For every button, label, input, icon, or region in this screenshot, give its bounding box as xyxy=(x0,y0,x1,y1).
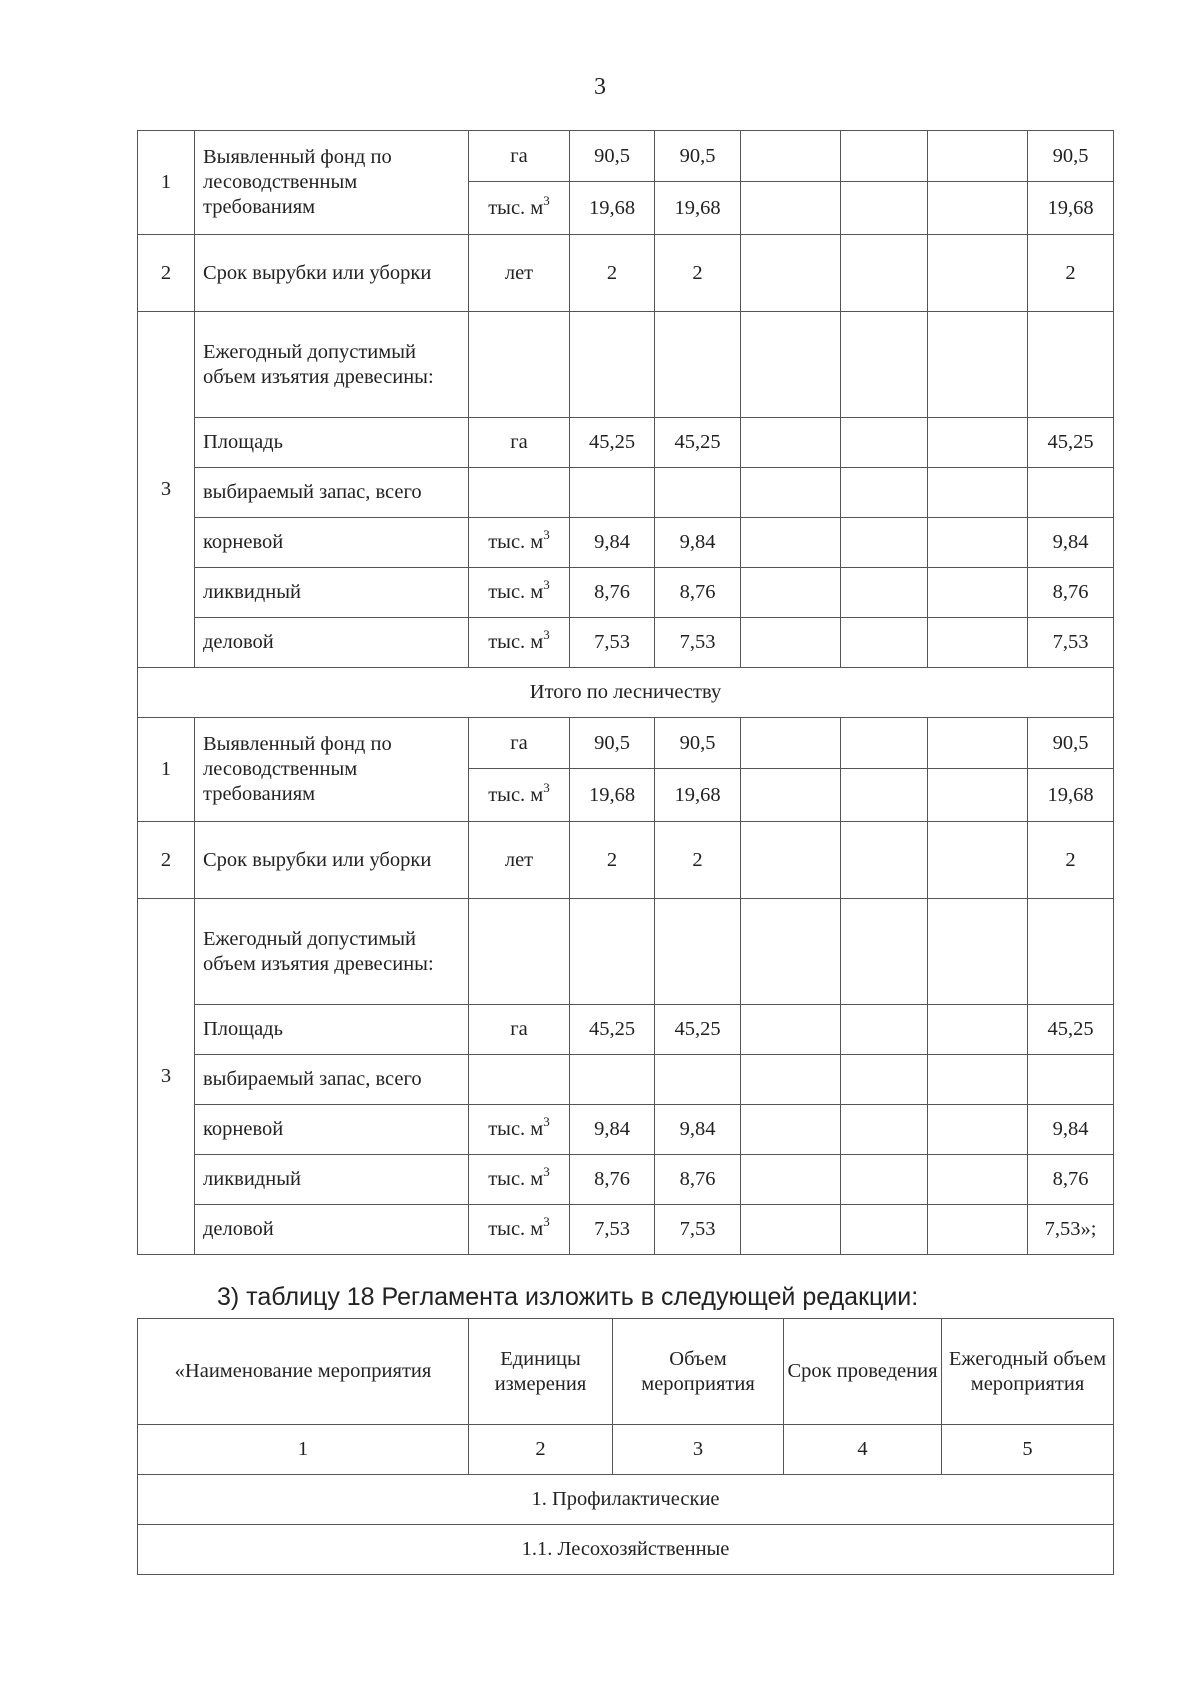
value-cell: 2 xyxy=(570,235,655,312)
section-row: 1. Профилактические xyxy=(138,1475,1114,1525)
value-cell xyxy=(928,468,1028,518)
value-cell xyxy=(570,468,655,518)
value-cell: 19,68 xyxy=(655,769,741,822)
value-cell xyxy=(841,718,928,769)
unit-cell: га xyxy=(469,418,570,468)
value-cell xyxy=(928,769,1028,822)
empty-cell xyxy=(570,899,655,1005)
unit-text: тыс. м xyxy=(488,581,544,603)
row-number: 3 xyxy=(138,899,195,1255)
subrow-label: Площадь xyxy=(195,1005,469,1055)
subrow-label: выбираемый запас, всего xyxy=(195,1055,469,1105)
value-cell xyxy=(655,1055,741,1105)
value-cell xyxy=(928,418,1028,468)
subrow-label: деловой xyxy=(195,618,469,668)
value-cell xyxy=(841,822,928,899)
value-cell xyxy=(741,418,841,468)
value-cell: 45,25 xyxy=(1028,1005,1114,1055)
empty-cell xyxy=(469,312,570,418)
empty-cell xyxy=(841,899,928,1005)
header-volume: Объем мероприятия xyxy=(613,1319,784,1425)
value-cell: 19,68 xyxy=(570,769,655,822)
unit-cell xyxy=(469,182,570,235)
value-cell xyxy=(841,1005,928,1055)
value-cell: 45,25 xyxy=(570,1005,655,1055)
value-cell xyxy=(741,618,841,668)
value-cell: 2 xyxy=(655,235,741,312)
value-cell: 9,84 xyxy=(655,1105,741,1155)
value-cell: 19,68 xyxy=(655,182,741,235)
unit-cell xyxy=(469,769,570,822)
row-label: Выявленный фонд по лесоводственным требованиям xyxy=(195,131,469,235)
row-number: 2 xyxy=(138,235,195,312)
value-cell xyxy=(928,618,1028,668)
value-cell xyxy=(741,518,841,568)
value-cell: 19,68 xyxy=(1028,769,1114,822)
value-cell xyxy=(841,1105,928,1155)
value-cell xyxy=(841,468,928,518)
value-cell: 8,76 xyxy=(1028,1155,1114,1205)
column-number: 1 xyxy=(138,1425,469,1475)
value-cell: 7,53 xyxy=(655,1205,741,1255)
unit-text: тыс. м xyxy=(488,196,544,219)
unit-cell: лет xyxy=(469,235,570,312)
section-row: 1.1. Лесохозяйственные xyxy=(138,1525,1114,1575)
unit-superscript: 3 xyxy=(543,192,550,208)
value-cell xyxy=(841,1155,928,1205)
value-cell xyxy=(741,182,841,235)
value-cell xyxy=(928,131,1028,182)
empty-cell xyxy=(655,899,741,1005)
value-cell: 19,68 xyxy=(570,182,655,235)
forest-fund-table xyxy=(137,130,1114,1255)
value-cell xyxy=(928,182,1028,235)
empty-cell xyxy=(655,312,741,418)
row-label: Выявленный фонд по лесоводственным требованиям xyxy=(195,718,469,822)
value-cell xyxy=(570,1055,655,1105)
unit-text: тыс. м xyxy=(488,631,544,653)
unit-superscript: 3 xyxy=(543,577,550,592)
value-cell: 8,76 xyxy=(570,1155,655,1205)
empty-cell xyxy=(1028,899,1114,1005)
value-cell xyxy=(841,769,928,822)
empty-cell xyxy=(841,312,928,418)
row-label: Срок вырубки или уборки xyxy=(195,235,469,312)
value-cell xyxy=(1028,1055,1114,1105)
column-number: 3 xyxy=(613,1425,784,1475)
row-number: 2 xyxy=(138,822,195,899)
unit-cell: лет xyxy=(469,822,570,899)
unit-text: тыс. м xyxy=(488,1168,544,1190)
value-cell xyxy=(841,618,928,668)
page-number: 3 xyxy=(594,74,606,100)
value-cell: 90,5 xyxy=(570,718,655,769)
row-number: 1 xyxy=(138,131,195,235)
value-cell xyxy=(741,1155,841,1205)
value-cell: 2 xyxy=(1028,822,1114,899)
subrow-label: корневой xyxy=(195,518,469,568)
value-cell xyxy=(841,518,928,568)
value-cell xyxy=(841,1205,928,1255)
value-cell: 9,84 xyxy=(1028,1105,1114,1155)
value-cell xyxy=(741,468,841,518)
header-units: Единицы измерения xyxy=(469,1319,613,1425)
value-cell xyxy=(841,131,928,182)
unit-text: тыс. м xyxy=(488,531,544,553)
empty-cell xyxy=(1028,312,1114,418)
value-cell xyxy=(841,235,928,312)
value-cell: 9,84 xyxy=(1028,518,1114,568)
value-cell: 7,53»; xyxy=(1028,1205,1114,1255)
value-cell xyxy=(841,418,928,468)
column-number: 4 xyxy=(784,1425,942,1475)
unit-cell xyxy=(469,1055,570,1105)
subrow-label: Площадь xyxy=(195,418,469,468)
value-cell xyxy=(741,769,841,822)
unit-superscript: 3 xyxy=(543,527,550,542)
unit-cell: га xyxy=(469,131,570,182)
value-cell xyxy=(741,1005,841,1055)
unit-superscript: 3 xyxy=(543,1164,550,1179)
value-cell xyxy=(928,1055,1028,1105)
value-cell xyxy=(741,1105,841,1155)
value-cell: 9,84 xyxy=(570,1105,655,1155)
row-label: Срок вырубки или уборки xyxy=(195,822,469,899)
value-cell xyxy=(741,235,841,312)
section-heading: Итого по лесничеству xyxy=(138,668,1114,718)
unit-cell xyxy=(469,1205,570,1255)
unit-superscript: 3 xyxy=(543,779,550,795)
value-cell: 9,84 xyxy=(655,518,741,568)
column-number: 2 xyxy=(469,1425,613,1475)
unit-text: тыс. м xyxy=(488,1118,544,1140)
value-cell: 8,76 xyxy=(655,568,741,618)
unit-cell xyxy=(469,518,570,568)
value-cell: 7,53 xyxy=(1028,618,1114,668)
unit-superscript: 3 xyxy=(543,1114,550,1129)
unit-cell xyxy=(469,468,570,518)
header-term: Срок проведения xyxy=(784,1319,942,1425)
subrow-label: деловой xyxy=(195,1205,469,1255)
empty-cell xyxy=(741,312,841,418)
value-cell xyxy=(741,822,841,899)
value-cell: 7,53 xyxy=(655,618,741,668)
unit-text: тыс. м xyxy=(488,783,544,806)
unit-text: тыс. м xyxy=(488,1218,544,1240)
value-cell: 90,5 xyxy=(570,131,655,182)
value-cell: 45,25 xyxy=(655,418,741,468)
unit-cell: га xyxy=(469,1005,570,1055)
row-label: Ежегодный допустимый объем изъятия древесины: xyxy=(195,312,469,418)
value-cell xyxy=(928,822,1028,899)
value-cell: 90,5 xyxy=(1028,718,1114,769)
value-cell: 45,25 xyxy=(1028,418,1114,468)
empty-cell xyxy=(570,312,655,418)
value-cell: 8,76 xyxy=(655,1155,741,1205)
empty-cell xyxy=(741,899,841,1005)
value-cell: 7,53 xyxy=(570,1205,655,1255)
value-cell: 7,53 xyxy=(570,618,655,668)
value-cell xyxy=(928,568,1028,618)
subrow-label: выбираемый запас, всего xyxy=(195,468,469,518)
value-cell: 2 xyxy=(1028,235,1114,312)
subrow-label: корневой xyxy=(195,1105,469,1155)
value-cell: 2 xyxy=(655,822,741,899)
unit-cell xyxy=(469,1105,570,1155)
value-cell: 19,68 xyxy=(1028,182,1114,235)
unit-cell xyxy=(469,618,570,668)
value-cell xyxy=(928,1155,1028,1205)
unit-cell: га xyxy=(469,718,570,769)
value-cell xyxy=(841,1055,928,1105)
value-cell xyxy=(928,718,1028,769)
amendment-intro-text: 3) таблицу 18 Регламента изложить в следующей редакции: xyxy=(217,1283,919,1311)
subrow-label: ликвидный xyxy=(195,568,469,618)
column-number: 5 xyxy=(942,1425,1114,1475)
unit-cell xyxy=(469,568,570,618)
value-cell: 2 xyxy=(570,822,655,899)
value-cell: 90,5 xyxy=(655,131,741,182)
value-cell: 90,5 xyxy=(655,718,741,769)
header-measure-name: «Наименование мероприятия xyxy=(138,1319,469,1425)
value-cell xyxy=(741,568,841,618)
unit-cell xyxy=(469,1155,570,1205)
value-cell xyxy=(928,518,1028,568)
value-cell: 45,25 xyxy=(655,1005,741,1055)
value-cell: 90,5 xyxy=(1028,131,1114,182)
row-number: 1 xyxy=(138,718,195,822)
empty-cell xyxy=(928,312,1028,418)
value-cell xyxy=(841,568,928,618)
row-number: 3 xyxy=(138,312,195,668)
value-cell: 45,25 xyxy=(570,418,655,468)
header-annual-volume: Ежегодный объем мероприятия xyxy=(942,1319,1114,1425)
subrow-label: ликвидный xyxy=(195,1155,469,1205)
unit-superscript: 3 xyxy=(543,627,550,642)
value-cell xyxy=(741,1055,841,1105)
value-cell: 8,76 xyxy=(570,568,655,618)
empty-cell xyxy=(469,899,570,1005)
value-cell: 8,76 xyxy=(1028,568,1114,618)
value-cell xyxy=(655,468,741,518)
value-cell xyxy=(928,1205,1028,1255)
value-cell xyxy=(841,182,928,235)
value-cell xyxy=(928,1105,1028,1155)
value-cell xyxy=(1028,468,1114,518)
value-cell xyxy=(741,131,841,182)
value-cell xyxy=(928,1005,1028,1055)
empty-cell xyxy=(928,899,1028,1005)
value-cell: 9,84 xyxy=(570,518,655,568)
value-cell xyxy=(928,235,1028,312)
measures-table xyxy=(137,1318,1114,1575)
unit-superscript: 3 xyxy=(543,1214,550,1229)
row-label: Ежегодный допустимый объем изъятия древесины: xyxy=(195,899,469,1005)
value-cell xyxy=(741,718,841,769)
value-cell xyxy=(741,1205,841,1255)
